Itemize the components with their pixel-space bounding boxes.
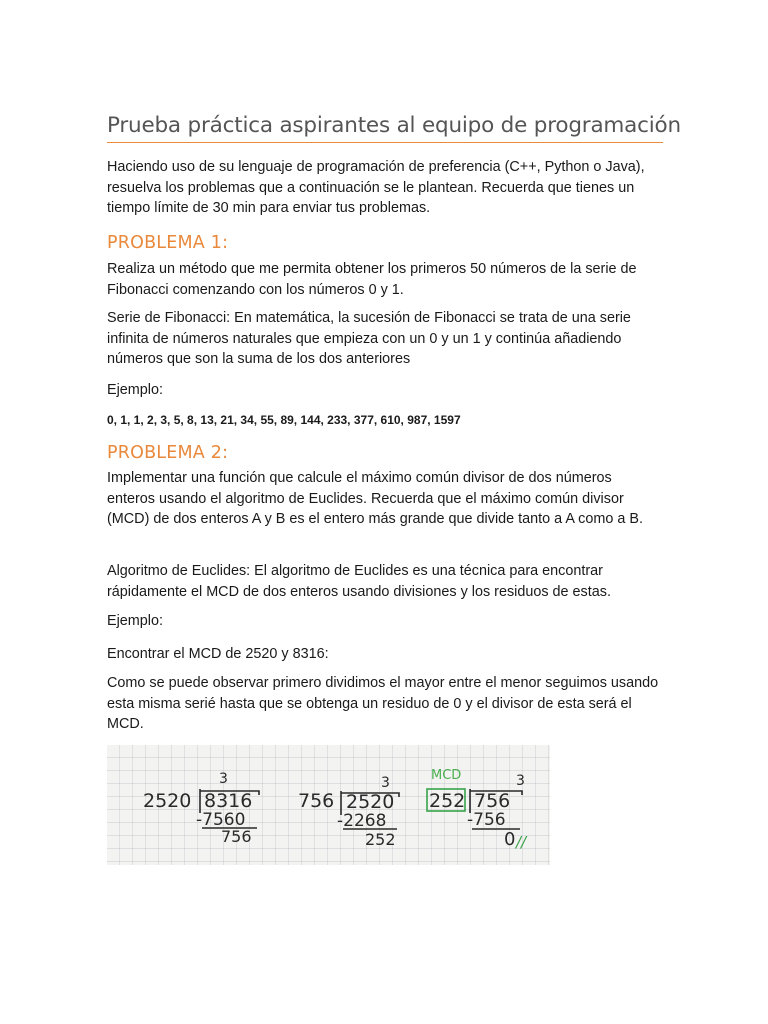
divisor-1: 2520 — [143, 790, 192, 812]
subtract-1: -7560 — [196, 810, 246, 830]
dividend-2: 2520 — [346, 791, 395, 813]
problem-2-heading — [107, 443, 228, 463]
euclid-explanation: Como se puede observar primero dividimos el mayor entre el menor seguimos usando esta misma serié hasta que se obtenga un residuo de 0 y el divisor de esta será el MCD. — [107, 675, 659, 732]
problem-1-description: Realiza un método que me permita obtener los primeros 50 números de la serie de Fibonacci comenzando con los números 0 y 1. — [107, 261, 637, 298]
fibonacci-definition: Serie de Fibonacci: En matemática, la sucesión de Fibonacci se trata de una serie infinita de números naturales que empieza con un 0 y un 1 y continúa añadiendo números que son la suma de los dos anteriores — [107, 310, 631, 367]
problem-1-example-label: Ejemplo: — [107, 382, 163, 398]
divisor-2: 756 — [298, 790, 335, 812]
check-mark-icon: // — [516, 833, 527, 851]
intro-paragraph: Haciendo uso de su lenguaje de programación de preferencia (C++, Python o Java), resuelva los problemas que a continuación se le plantean. Recuerda que tienes un tiempo límite de 30 min para enviar tus problemas. — [107, 159, 645, 216]
document-title: Prueba práctica aspirantes al equipo de programación — [107, 113, 663, 143]
dividend-3: 756 — [474, 790, 511, 812]
remainder-2: 252 — [365, 830, 396, 849]
remainder-3: 0 — [504, 829, 516, 850]
mcd-label: MCD — [431, 768, 462, 783]
dividend-1: 8316 — [204, 790, 253, 812]
problem-2-heading-prefix: PROBLEMA — [107, 443, 211, 463]
fibonacci-example-sequence: 0, 1, 1, 2, 3, 5, 8, 13, 21, 34, 55, 89, 144, 233, 377, 610, 987, 1597 — [107, 413, 461, 427]
problem-2-example-label: Ejemplo: — [107, 613, 163, 629]
quotient-1: 3 — [219, 771, 228, 787]
quotient-3: 3 — [516, 773, 525, 789]
subtract-3: -756 — [467, 810, 506, 830]
handwritten-division-figure — [107, 745, 550, 865]
problem-1-heading: PROBLEMA 1: — [107, 233, 229, 253]
problem-2-description: Implementar una función que calcule el máximo común divisor de dos números enteros usando el algoritmo de Euclides. Recuerda que el máximo común divisor (MCD) de dos enteros A y B es el entero más grande que divide tanto a A como a B. — [107, 470, 643, 527]
euclid-definition: Algoritmo de Euclides: El algoritmo de Euclides es una técnica para encontrar rápidamente el MCD de dos enteros usando divisiones y los residuos de estas. — [107, 563, 611, 600]
remainder-1: 756 — [221, 827, 252, 846]
quotient-2: 3 — [381, 775, 390, 791]
subtract-2: -2268 — [337, 811, 387, 831]
example-task: Encontrar el MCD de 2520 y 8316: — [107, 646, 329, 662]
divisor-3: 252 — [429, 790, 466, 812]
problem-2-heading-number: 2: — [210, 443, 229, 463]
